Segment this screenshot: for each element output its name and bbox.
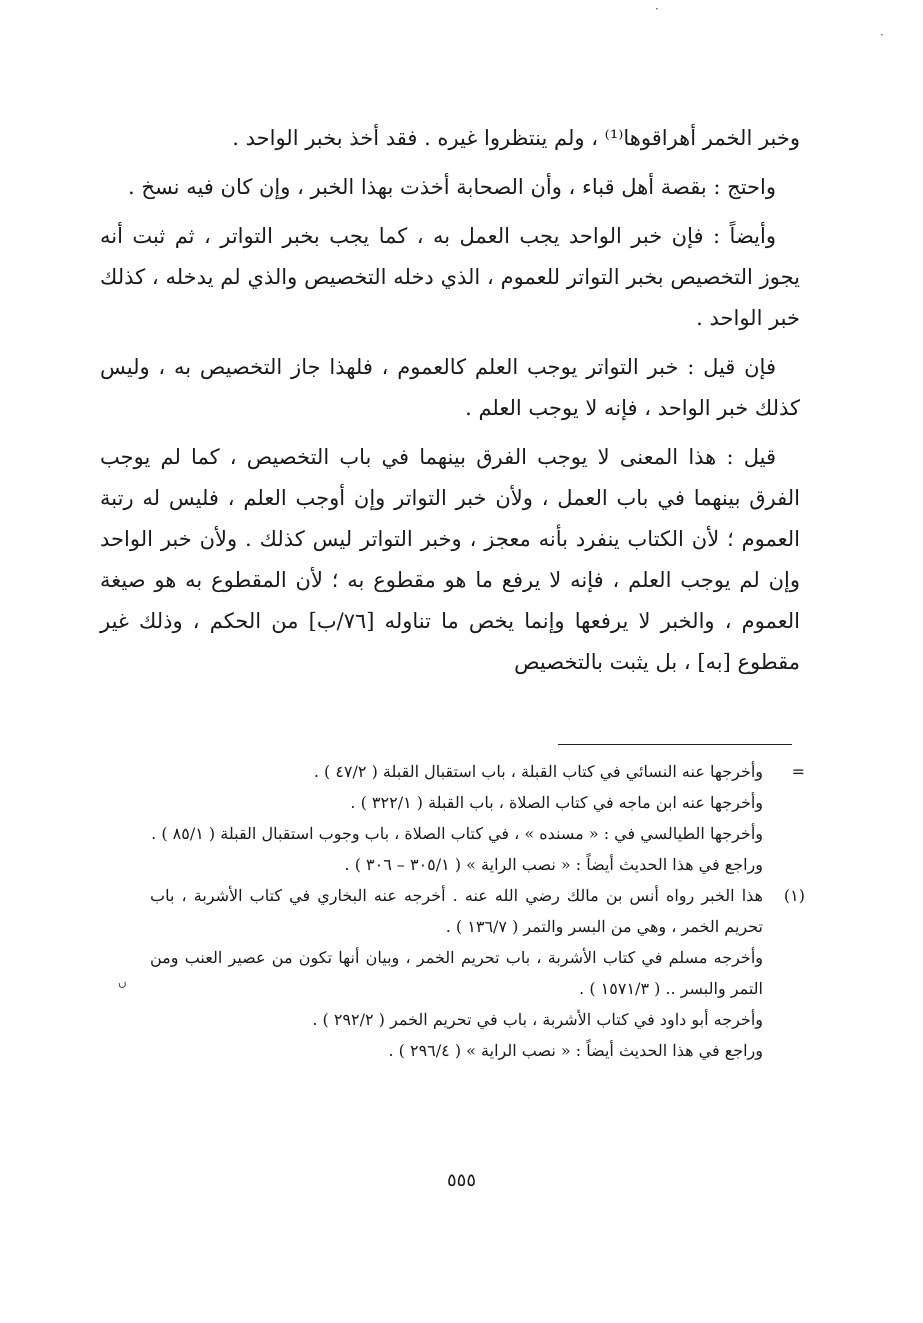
paragraph: قيل : هذا المعنى لا يوجب الفرق بينهما في باب التخصيص ، كما لم يوجب الفرق بينهما في باب العمل ، ولأن خبر التواتر وإن أوجب العلم ، فليس له رتبة العموم ؛ لأن الكتاب ينفرد بأنه معجز ، وخبر التواتر ليس كذلك . ولأن خبر الواحد وإن لم يوجب العلم ، فإنه لا يرفع ما هو مقطوع به ؛ لأن المقطوع به هو صيغة العموم ، والخبر لا يرفعها وإنما يخص ما تناوله [٧٦/ب] من الحكم ، وذلك غير مقطوع [به] ، بل يثبت بالتخصيص — [100, 445, 800, 674]
paragraph: وخبر الخمر أهراقوها⁽¹⁾ ، ولم ينتظروا غيره . فقد أخذ بخبر الواحد . — [232, 126, 800, 150]
footnote-body — [150, 880, 763, 1066]
footnote-line: وأخرجها الطيالسي في : « مسنده » ، في كتاب الصلاة ، باب وجوب استقبال القبلة ( ٨٥/١ ) . — [151, 824, 763, 843]
main-text — [100, 118, 800, 691]
paragraph: فإن قيل : خبر التواتر يوجب العلم كالعموم ، فلهذا جاز التخصيص به ، وليس كذلك خبر الواحد ، فإنه لا يوجب العلم . — [100, 355, 800, 420]
footnote-marker: (١) — [783, 886, 805, 905]
footnote-line: وأخرجه مسلم في كتاب الأشربة ، باب تحريم الخمر ، وبيان أنها تكون من عصير العنب ومن التمر والبسر .. ( ١٥٧١/٣ ) . — [150, 948, 763, 998]
paragraph: وأيضاً : فإن خبر الواحد يجب العمل به ، كما يجب بخبر التواتر ، ثم ثبت أنه يجوز التخصيص بخبر التواتر للعموم ، الذي دخله التخصيص والذي لم يدخله ، كذلك خبر الواحد . — [100, 224, 800, 330]
scan-mark: ں — [118, 975, 127, 989]
footnote-line: وراجع في هذا الحديث أيضاً : « نصب الراية » ( ٢٩٦/٤ ) . — [388, 1041, 763, 1060]
page-number: ٥٥٥ — [446, 1170, 476, 1191]
footnote-line: هذا الخبر رواه أنس بن مالك رضي الله عنه . أخرجه عنه البخاري في كتاب الأشربة ، باب تحريم الخمر ، وهي من البسر والتمر ( ١٣٦/٧ ) . — [150, 886, 763, 936]
footnotes — [150, 756, 805, 1066]
footnote-line: وراجع في هذا الحديث أيضاً : « نصب الراية » ( ٣٠٥/١ – ٣٠٦ ) . — [344, 855, 763, 874]
paragraph: واحتج : بقصة أهل قباء ، وأن الصحابة أخذت بهذا الخبر ، وإن كان فيه نسخ . — [128, 175, 776, 199]
scan-mark: · — [880, 28, 884, 42]
footnote-line: وأخرجها عنه ابن ماجه في كتاب الصلاة ، باب القبلة ( ٣٢٢/١ ) . — [350, 793, 763, 812]
footnote-line: وأخرجه أبو داود في كتاب الأشربة ، باب في تحريم الخمر ( ٢٩٢/٢ ) . — [312, 1010, 763, 1029]
footnote-continuation — [150, 756, 805, 880]
scan-mark: · — [655, 2, 659, 16]
footnote-body — [150, 756, 763, 880]
footnote-1 — [150, 880, 805, 1066]
footnote-line: وأخرجها عنه النسائي في كتاب القبلة ، باب استقبال القبلة ( ٤٧/٢ ) . — [313, 762, 763, 781]
footnote-marker: = — [791, 762, 805, 781]
footnote-divider — [558, 744, 792, 745]
